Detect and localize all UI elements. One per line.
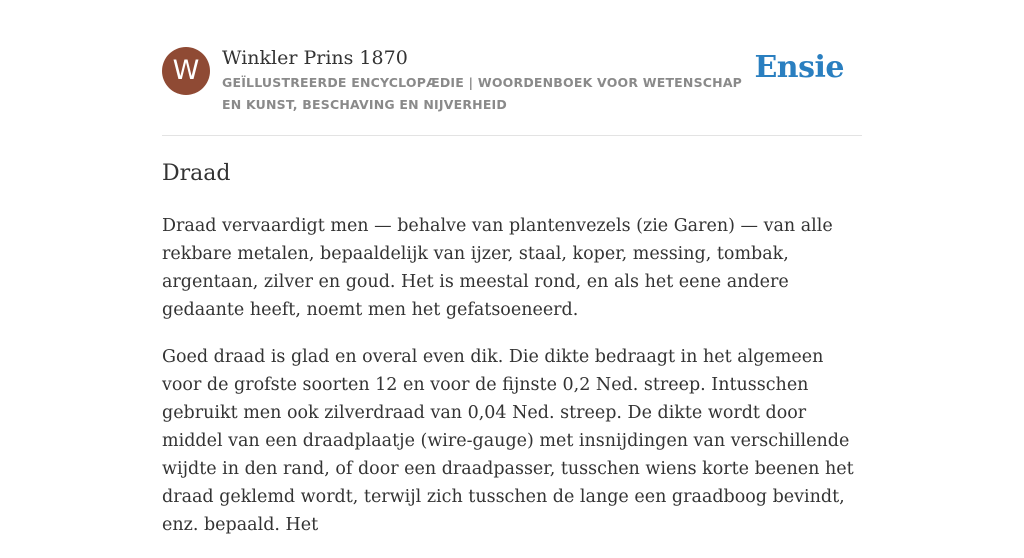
ensie-logo[interactable]: Ensie: [754, 50, 844, 85]
publication-title[interactable]: Winkler Prins 1870: [222, 47, 408, 69]
article-title: Draad: [162, 161, 231, 186]
article-body: [162, 212, 862, 539]
article-paragraph: Goed draad is glad en overal even dik. Die dikte bedraagt in het algemeen voor de grofste soorten 12 en voor de fijnste 0,2 Ned. streep. Intusschen gebruikt men ook zilverdraad van 0,04 Ned. streep. De dikte wordt door middel van een draadplaatje (wire-gauge) met insnijdingen van verschillende wijdte in den rand, of door een draadpasser, tusschen wiens korte beenen het draad geklemd wordt, terwijl zich tusschen de lange een graadboog bevindt, enz. bepaald. Het: [162, 347, 854, 535]
publication-header: [162, 44, 862, 136]
publication-subtitle: GEÏLLUSTREERDE ENCYCLOPÆDIE | WOORDENBOEK VOOR WETENSCHAP EN KUNST, BESCHAVING EN NIJVERHEID: [222, 75, 743, 112]
publication-avatar[interactable]: W: [162, 47, 210, 95]
article-paragraph: Draad vervaardigt men — behalve van plantenvezels (zie Garen) — van alle rekbare metalen, bepaaldelijk van ijzer, staal, koper, messing, tombak, argentaan, zilver en goud. Het is meestal rond, en als het eene andere gedaante heeft, noemt men het gefatsoeneerd.: [162, 216, 833, 320]
article: [162, 158, 862, 558]
